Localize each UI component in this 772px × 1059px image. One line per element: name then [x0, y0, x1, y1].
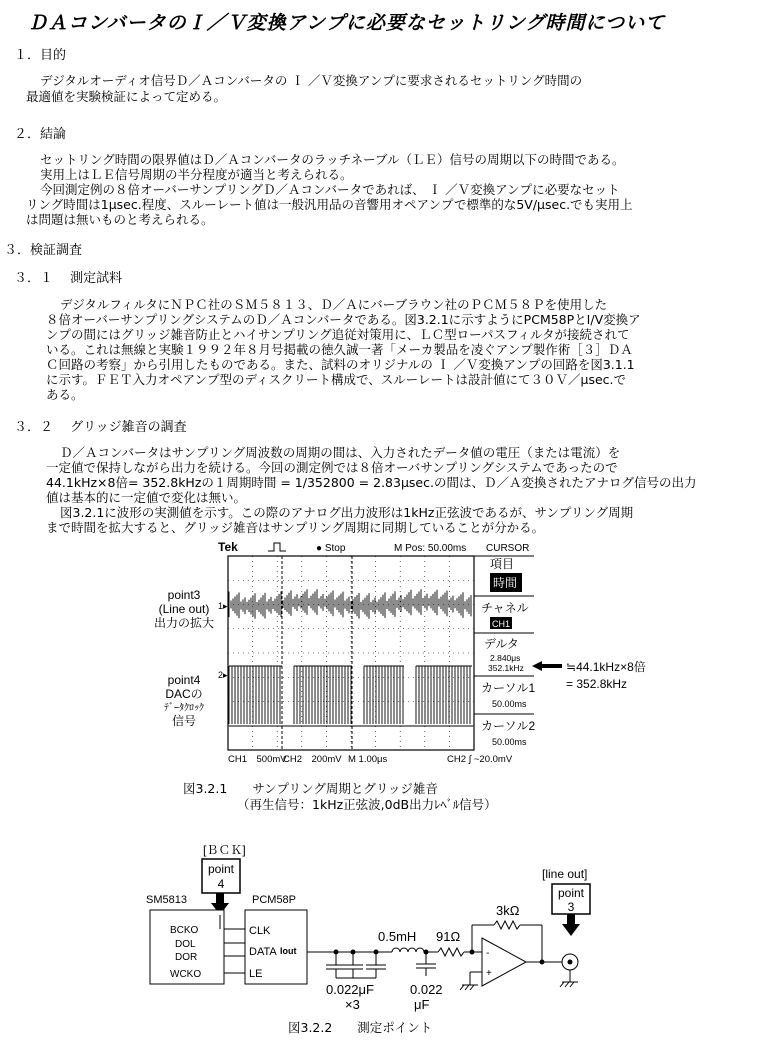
point4-box-number: 4 — [217, 877, 225, 891]
point3-box-label: point — [557, 886, 585, 900]
subsection-heading-sample: ３．１ 測定試料 — [14, 271, 123, 286]
paragraph-line: いる。これは無線と実験１９９２年８月号掲載の徳久誠一著「メーカ製品を凌ぐアンプ製作術［３］ＤＡ — [46, 342, 633, 357]
opamp-minus: - — [486, 948, 490, 959]
paragraph-line: 一定値で保持しながら出力を続ける。今回の測定例では８倍オーバサンプリングシステムであったので — [46, 460, 618, 475]
paragraph-line: 最適値を実験検証によって定める。 — [26, 89, 227, 104]
point4-box-label: point — [207, 862, 235, 876]
bck-label: [ＢＣＫ] — [203, 843, 246, 857]
figure-3-2-1-caption: 図3.2.1 サンプリング周期とグリッジ雑音 — [183, 781, 438, 796]
scope-brand: Tek — [218, 540, 238, 554]
point4-label-signal: 信号 — [171, 714, 197, 728]
subsection-heading-glitch: ３．２ グリッジ雑音の調査 — [14, 420, 187, 435]
sm5813-pin-wcko: WCKO — [170, 969, 202, 980]
paragraph-line: リング時間は1μsec.程度、スルーレート値は一般汎用品の音響用オペアンプで標準的な5V/μsec.でも実用上 — [26, 197, 633, 212]
menu-label-delta: デルタ — [484, 637, 519, 651]
resistor-3k-value: 3kΩ — [496, 903, 520, 918]
menu-value-ch1: CH1 — [492, 619, 511, 629]
pcm58p-pin-le: LE — [249, 968, 263, 980]
point4-label-dac: DACの — [165, 687, 203, 701]
paragraph-line: 44.1kHz×8倍= 352.8kHzの１周期時間 = 1/352800 = 2.83μsec.の間は、Ｄ／Ａ変換されたアナログ信号の出力 — [46, 475, 697, 490]
menu-label-channel: チャネル — [481, 601, 529, 615]
cap2-value: 0.022 — [410, 982, 443, 997]
cap1-value: 0.022μF — [326, 982, 374, 997]
paragraph-line: ンプの間にはグリッジ雑音防止とハイサンプリング追従対策用に、ＬＣ型ローパスフィルタが接続されて — [46, 327, 630, 342]
paragraph-line: ８倍オーバーサンプリングシステムのＤ／Ａコンバータである。図3.2.1に示すようにPCM58PとI/V変換ア — [46, 312, 641, 327]
pcm58p-pin-clk: CLK — [249, 925, 271, 937]
iout-label: Iout — [280, 946, 297, 956]
annotation-frequency: ≒44.1kHz×8倍 — [566, 660, 646, 674]
sm5813-pin-bcko: BCKO — [170, 925, 199, 936]
point3-box-number: 3 — [567, 900, 575, 914]
point4-label: point4 — [167, 673, 201, 687]
menu-value-cursor2: 50.00ms — [492, 737, 527, 747]
menu-label-item: 項目 — [490, 557, 515, 571]
section-heading-conclusion: ２．結論 — [14, 127, 67, 142]
paragraph-line: デジタルフィルタにＮＰＣ社のＳＭ５８１３、Ｄ／Ａにバーブラウン社のＰＣＭ５８Ｐを使用した — [60, 297, 608, 312]
point4-label-dataclock: ﾃﾞｰﾀｸﾛｯｸ — [164, 703, 204, 714]
paragraph-line: セットリング時間の限界値はＤ／Ａコンバータのラッチネーブル（ＬＥ）信号の周期以下の時間である。 — [40, 152, 625, 167]
cap1-count: ×3 — [345, 997, 360, 1012]
resistor-3k — [494, 921, 520, 929]
paragraph-line: 図3.2.1に波形の実測値を示す。この際のアナログ出力波形は1kHz正弦波であるが、サンプリング周期 — [60, 505, 634, 520]
opamp-plus: + — [486, 968, 492, 979]
ch1-marker: 1▸ — [218, 601, 228, 611]
menu-value-delta-time: 2.840μs — [490, 653, 521, 663]
resistor-91-value: 91Ω — [436, 929, 461, 944]
ch2-marker: 2▸ — [218, 670, 228, 680]
inductor-coil — [392, 948, 424, 952]
paragraph-line: 今回測定例の８倍オーバーサンプリングＤ／Ａコンバータであれば、 Ｉ ／Ｖ変換アンプに必要なセット — [40, 182, 620, 197]
pcm58p-label: PCM58P — [252, 894, 297, 906]
menu-value-delta-freq: 352.1kHz — [488, 663, 524, 673]
scope-menu-title: CURSOR — [486, 543, 530, 554]
sm5813-pin-dol: DOL — [175, 939, 196, 950]
point3-label-desc: 出力の拡大 — [153, 616, 215, 630]
paragraph-line: Ｃ回路の考察」から引用したものである。また、試料のオリジナルの Ｉ ／Ｖ変換アンプの回路を図3.1.1 — [46, 357, 635, 372]
paragraph-line: は問題は無いものと考えられる。 — [26, 212, 214, 227]
scope-ch1-scale: CH1 500mV — [228, 754, 287, 765]
paragraph-line: まで時間を拡大すると、グリッジ雑音はサンプリング周期に同期していることが分かる。 — [46, 520, 545, 535]
section-heading-investigation: ３．検証調査 — [4, 243, 83, 258]
figure-3-2-2-caption: 図3.2.2 測定ポイント — [288, 1020, 433, 1035]
paragraph-line: 実用上はＬＥ信号周期の半分程度が適当と考えられる。 — [40, 167, 353, 182]
ground-icon — [460, 982, 578, 990]
scope-m-pos: M Pos: 50.00ms — [394, 543, 467, 554]
scope-trigger: CH2 ∫ ~20.0mV — [447, 754, 513, 765]
scope-timebase: M 1.00μs — [348, 754, 388, 765]
figure-3-2-1-subcaption: （再生信号：1kHz正弦波,0dB出力ﾚﾍﾞﾙ信号） — [237, 797, 497, 812]
point3-label-line-out: (Line out) — [158, 602, 210, 616]
paragraph-line: Ｄ／Ａコンバータはサンプリング周波数の周期の間は、入力されたデータ値の電圧（または電流）を — [60, 445, 621, 460]
annotation-frequency-value: = 352.8kHz — [566, 677, 628, 691]
paragraph-line: 値は基本的に一定値で変化は無い。 — [46, 490, 247, 505]
menu-value-cursor1: 50.00ms — [492, 699, 527, 709]
scope-run-status: ● Stop — [316, 543, 346, 554]
paragraph-line: デジタルオーディオ信号Ｄ／Ａコンバータの Ｉ ／Ｖ変換アンプに要求されるセットリング時間の — [40, 73, 583, 88]
sm5813-label: SM5813 — [146, 894, 187, 906]
point3-label: point3 — [167, 588, 201, 602]
paragraph-line: ある。 — [46, 387, 84, 402]
page-title: ＤＡコンバータのＩ／Ｖ変換アンプに必要なセットリング時間について — [28, 12, 666, 34]
scope-ch2-scale: CH2 200mV — [283, 754, 342, 765]
menu-label-cursor1: カーソル1 — [481, 681, 536, 695]
resistor-91 — [438, 948, 464, 956]
point3-arrow-icon — [562, 924, 580, 936]
line-out-label: [line out] — [542, 867, 588, 881]
section-heading-purpose: １．目的 — [14, 48, 67, 63]
paragraph-line: に示す。ＦＥＴ入力オペアンプ型のディスクリート構成で、スルーレートは設計値にて３０Ｖ／μsec.で — [46, 372, 627, 387]
menu-label-cursor2: カーソル2 — [481, 719, 536, 733]
pcm58p-pin-data: DATA — [249, 946, 277, 958]
cap2-unit: μF — [414, 997, 430, 1012]
sm5813-pin-dor: DOR — [175, 952, 198, 963]
menu-value-time: 時間 — [493, 576, 518, 590]
inductor-value: 0.5mH — [378, 929, 417, 944]
